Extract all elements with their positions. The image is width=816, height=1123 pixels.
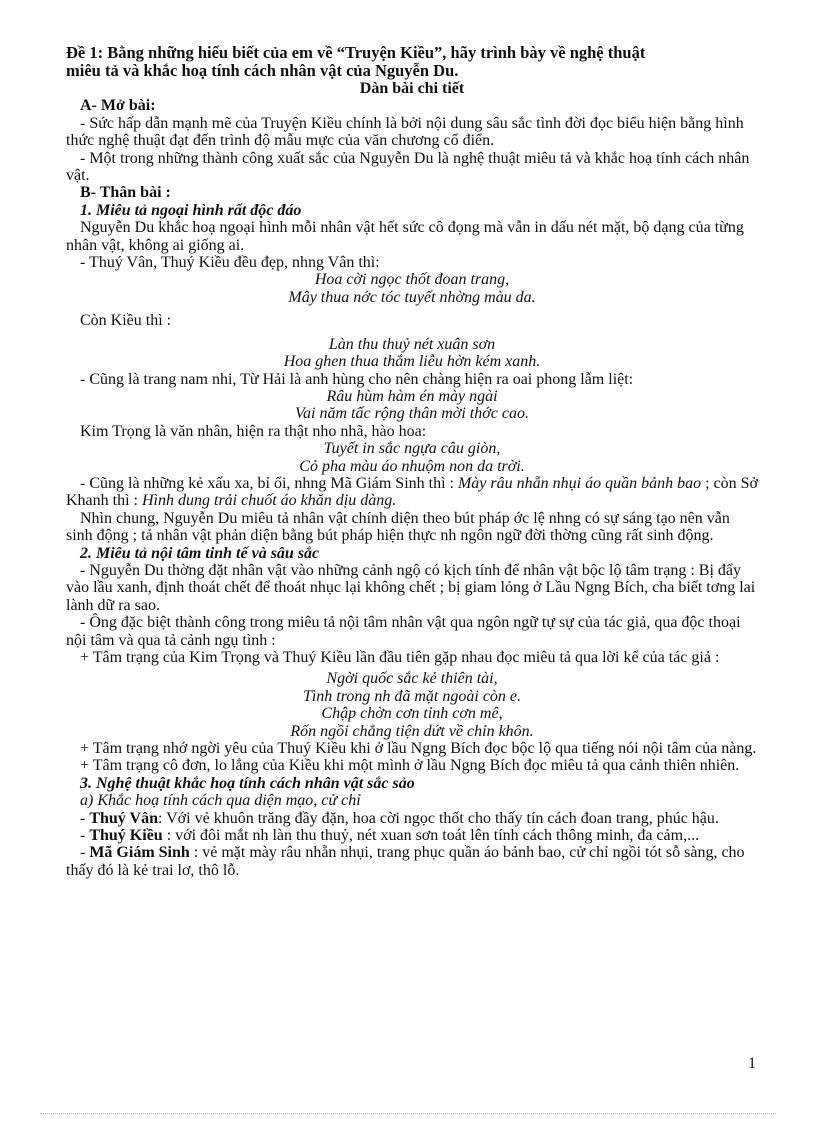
- verse-line: Tuyết in sắc ngựa câu giòn,: [323, 440, 501, 458]
- section-2-paragraph-3: + Tâm trạng của Kim Trọng và Thuý Kiều lần đầu tiên gặp nhau đọc miêu tả qua lời kể của tác giả :: [80, 649, 720, 666]
- verse-line: Râu hùm hàm én mày ngài: [326, 387, 498, 405]
- paragraph-text: : Với vẻ khuôn trăng đầy đặn, hoa cời ngọc thốt cho thấy tín cách đoan trang, phúc hậu.: [157, 809, 719, 827]
- section-3-paragraph-1: [66, 810, 758, 827]
- verse-line: Mây thua nớc tóc tuyết nhờng màu da.: [288, 288, 536, 306]
- section-1-paragraph-3: Còn Kiều thì :: [80, 312, 172, 330]
- section-3a-heading: a) Khắc hoạ tính cách qua diện mạo, cử chỉ: [80, 792, 361, 810]
- dash-marker: -: [80, 809, 90, 827]
- section-3-heading: 3. Nghệ thuật khắc hoạ tính cách nhân vật sắc sảo: [80, 774, 415, 792]
- section-a-paragraph-2: - Một trong những thành công xuất sắc của Nguyễn Du là nghệ thuật miêu tả và khắc hoạ tính cách nhân vật.: [66, 149, 750, 185]
- subtitle: Dàn bài chi tiết: [359, 80, 465, 97]
- verse-line: Rốn ngồi chẳng tiện dứt về chỉn khôn.: [290, 722, 534, 740]
- verse-line: Làn thu thuỷ nét xuân sơn: [328, 335, 496, 353]
- quote-text: Mày râu nhẵn nhụi áo quần bảnh bao: [457, 474, 702, 492]
- paragraph-text: - Cũng là những kẻ xấu xa, bỉ ổi, nhng Mã Giám Sinh thì :: [80, 474, 458, 492]
- character-name: Thuý Vân: [89, 809, 158, 827]
- character-name: Mã Giám Sinh: [89, 844, 190, 862]
- section-2-paragraph-4: + Tâm trạng nhớ ngời yêu của Thuý Kiều khi ở lầu Ngng Bích đọc bộc lộ qua tiếng nói nội tâm của nàng.: [80, 740, 757, 758]
- section-2-paragraph-1: - Nguyễn Du thờng đặt nhân vật vào những cảnh ngộ có kịch tính để nhân vật bộc lộ tâm trạng : Bị đẩy vào lầu xanh, định thoát chết để thoát nhục lại không chết ; bị giam lỏng ở Lầu Ngng Bích, cha biết tơng lai lành dữ ra sao.: [66, 561, 756, 614]
- section-a-heading: A- Mở bài:: [80, 97, 156, 115]
- verse-line: Hoa cời ngọc thốt đoan trang,: [314, 271, 510, 289]
- section-1-paragraph-2: - Thuý Vân, Thuý Kiều đều đẹp, nhng Vân thì:: [80, 254, 380, 272]
- verse-line: Vai năm tấc rộng thân mời thớc cao.: [295, 405, 529, 423]
- section-3-paragraph-2: [66, 827, 758, 844]
- verse-line: Tình trong nh đã mặt ngoài còn e.: [302, 687, 522, 705]
- dash-marker: -: [80, 844, 90, 862]
- paragraph-text: : với đôi mắt nh làn thu thuỷ, nét xuan sơn toát lên tính cách thông minh, đa cảm,...: [162, 827, 700, 845]
- section-3-paragraph-3: [66, 844, 758, 879]
- section-2-paragraph-5: + Tâm trạng cô đơn, lo lắng của Kiều khi một mình ở lầu Ngng Bích đọc miêu tả qua cảnh thiên nhiên.: [80, 757, 740, 775]
- section-2-paragraph-2: - Ông đặc biệt thành công trong miêu tả nội tâm nhân vật qua ngôn ngữ tự sự của tác giả, qua độc thoại nội tâm và qua tả cảnh ngụ tình :: [66, 614, 741, 649]
- page-break-line: [40, 1113, 776, 1114]
- page-number: 1: [748, 1055, 756, 1072]
- paragraph-text: ; còn Sở Khanh thì :: [66, 474, 758, 510]
- section-2-heading: 2. Miêu tả nội tâm tinh tế và sâu sắc: [80, 544, 320, 562]
- title-line-1: Đề 1: Bằng những hiểu biết của em về “Truyện Kiều”, hãy trình bày về nghệ thuật: [66, 43, 646, 62]
- section-1-heading: 1. Miêu tả ngoại hình rất độc đáo: [80, 201, 302, 219]
- section-1-paragraph-6: [66, 475, 758, 510]
- paragraph-text: : vẻ mặt mày râu nhẵn nhụi, trang phục quần áo bảnh bao, cử chỉ ngồi tót sỗ sàng, cho thấy đó là kẻ trai lơ, thô lỗ.: [66, 844, 745, 879]
- verse-line: Ngời quốc sắc kẻ thiên tài,: [326, 670, 498, 688]
- dash-marker: -: [80, 827, 90, 845]
- title-line-2: miêu tả và khắc hoạ tính cách nhân vật của Nguyễn Du.: [66, 61, 459, 80]
- section-1-paragraph-5: Kim Trọng là văn nhân, hiện ra thật nho nhã, hào hoa:: [80, 422, 427, 440]
- quote-text: Hình dung trải chuốt áo khăn dịu dàng.: [142, 492, 397, 510]
- section-b-heading: B- Thân bài :: [80, 184, 171, 202]
- exam-title: [66, 44, 758, 80]
- document-body: [66, 44, 758, 879]
- verse-line: Chập chờn cơn tỉnh cơn mê,: [321, 705, 503, 723]
- verse-line: Cỏ pha màu áo nhuộm non da trời.: [299, 457, 525, 475]
- section-1-paragraph-1: Nguyễn Du khắc hoạ ngoại hình mỗi nhân vật hết sức cô đọng mà vẫn in dấu nét mặt, bộ dạng của từng nhân vật, không ai giống ai.: [66, 219, 744, 254]
- section-1-paragraph-4: - Cũng là trang nam nhi, Từ Hải là anh hùng cho nên chàng hiện ra oai phong lẫm liệt:: [80, 370, 634, 388]
- section-1-paragraph-7: Nhìn chung, Nguyễn Du miêu tả nhân vật chính diện theo bút pháp ớc lệ nhng có sự sáng tạo nên vẫn sinh động ; tả nhân vật phản diện bằng bút pháp hiện thực nh ngôn ngữ đời thờng cũng rất sinh động.: [66, 509, 730, 545]
- character-name: Thuý Kiều: [89, 827, 163, 845]
- verse-line: Hoa ghen thua thắm liễu hờn kém xanh.: [283, 353, 541, 371]
- section-a-paragraph-1: - Sức hấp dẫn mạnh mẽ của Truyện Kiều chính là bởi nội dung sâu sắc tình đời đọc biểu hiện bằng hình thức nghệ thuật đạt đến trình độ mẫu mực của văn chương cổ điển.: [66, 114, 744, 150]
